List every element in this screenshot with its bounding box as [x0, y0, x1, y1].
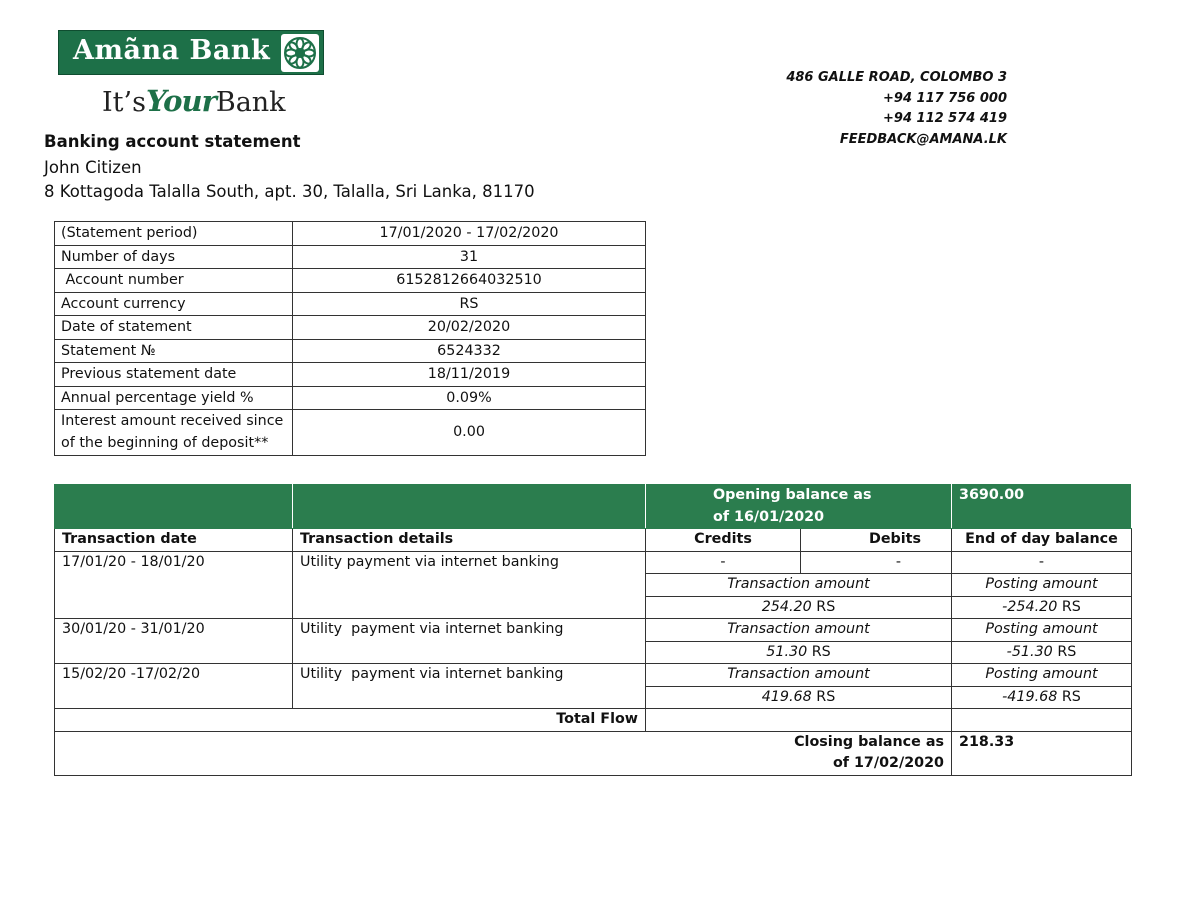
posting-amount — [952, 596, 1132, 619]
bank-contact-block — [786, 68, 1007, 150]
bank-name: Amãna Bank — [73, 35, 271, 66]
bank-phone-1: +94 117 756 000 — [883, 90, 1007, 106]
transaction-amount — [646, 596, 952, 619]
transaction-amount — [646, 686, 952, 709]
info-row — [55, 222, 646, 246]
info-value: 0.09% — [293, 386, 646, 410]
info-row — [55, 386, 646, 410]
opening-balance-label: Opening balance as of 16/01/2020 — [646, 485, 952, 529]
info-value: 0.00 — [293, 410, 646, 456]
transaction-date: 15/02/20 -17/02/20 — [55, 664, 293, 709]
transaction-date: 17/01/20 - 18/01/20 — [55, 551, 293, 619]
table-row — [55, 551, 1132, 574]
header-transaction-details: Transaction details — [293, 529, 646, 552]
header-transaction-date: Transaction date — [55, 529, 293, 552]
table-header-row — [55, 529, 1132, 552]
transaction-details: Utility payment via internet banking — [293, 551, 646, 619]
posting-value: -51.30 — [1006, 643, 1053, 660]
closing-balance-label: Closing balance as of 17/02/2020 — [55, 731, 952, 775]
bank-tagline — [102, 84, 286, 118]
credits-mark: - — [646, 551, 801, 574]
transactions-table — [54, 484, 1132, 776]
bank-logo — [58, 30, 324, 75]
header-debits: Debits — [801, 529, 952, 552]
amount-value: 51.30 — [766, 643, 808, 660]
account-info-table — [54, 221, 646, 456]
debits-mark: - — [801, 551, 952, 574]
posting-amount-label: Posting amount — [952, 664, 1132, 687]
info-label: Interest amount received since of the beginning of deposit** — [55, 410, 293, 456]
transaction-details: Utility payment via internet banking — [293, 619, 646, 664]
bank-address: 486 GALLE ROAD, COLOMBO 3 — [786, 70, 1007, 85]
info-row — [55, 410, 646, 456]
transaction-amount-label: Transaction amount — [646, 664, 952, 687]
posting-value: -419.68 — [1002, 688, 1058, 705]
transaction-amount-label: Transaction amount — [646, 619, 952, 642]
info-value: 6152812664032510 — [293, 269, 646, 293]
info-value: 20/02/2020 — [293, 316, 646, 340]
info-label: Date of statement — [55, 316, 293, 340]
opening-balance-value: 3690.00 — [952, 485, 1132, 529]
amount-currency: RS — [816, 598, 836, 615]
posting-amount — [952, 686, 1132, 709]
info-label: Account currency — [55, 292, 293, 316]
info-row — [55, 292, 646, 316]
posting-value: -254.20 — [1002, 598, 1058, 615]
info-label: Account number — [55, 269, 293, 293]
total-flow-label: Total Flow — [55, 709, 646, 732]
posting-currency: RS — [1057, 643, 1077, 660]
posting-currency: RS — [1061, 598, 1081, 615]
eod-mark: - — [952, 551, 1132, 574]
info-row — [55, 269, 646, 293]
header-end-of-day-balance: End of day balance — [952, 529, 1132, 552]
customer-address: 8 Kottagoda Talalla South, apt. 30, Talalla, Sri Lanka, 81170 — [44, 182, 535, 201]
table-row — [55, 664, 1132, 687]
tagline-post: Bank — [215, 87, 286, 118]
posting-amount-label: Posting amount — [952, 619, 1132, 642]
info-value: 18/11/2019 — [293, 363, 646, 387]
opening-balance-row — [55, 485, 1132, 529]
tagline-pre: It’s — [102, 87, 146, 118]
posting-currency: RS — [1061, 688, 1081, 705]
amount-value: 419.68 — [761, 688, 812, 705]
info-row — [55, 316, 646, 340]
customer-name: John Citizen — [44, 158, 142, 177]
closing-balance-row — [55, 731, 1132, 775]
info-row — [55, 339, 646, 363]
info-label: Statement № — [55, 339, 293, 363]
info-value: 31 — [293, 245, 646, 269]
posting-amount — [952, 641, 1132, 664]
info-row — [55, 245, 646, 269]
info-label: Annual percentage yield % — [55, 386, 293, 410]
transaction-amount-label: Transaction amount — [646, 574, 952, 597]
info-value: 17/01/2020 - 17/02/2020 — [293, 222, 646, 246]
header-credits: Credits — [646, 529, 801, 552]
amount-value: 254.20 — [761, 598, 812, 615]
lotus-emblem-icon — [281, 34, 319, 72]
tagline-your: Your — [145, 84, 216, 118]
amount-currency: RS — [816, 688, 836, 705]
statement-title: Banking account statement — [44, 132, 301, 151]
amount-currency: RS — [811, 643, 831, 660]
info-label: Previous statement date — [55, 363, 293, 387]
transaction-amount — [646, 641, 952, 664]
info-label: Number of days — [55, 245, 293, 269]
info-label: (Statement period) — [55, 222, 293, 246]
transaction-date: 30/01/20 - 31/01/20 — [55, 619, 293, 664]
posting-amount-label: Posting amount — [952, 574, 1132, 597]
info-value: 6524332 — [293, 339, 646, 363]
total-flow-row — [55, 709, 1132, 732]
closing-balance-value: 218.33 — [952, 731, 1132, 775]
table-row — [55, 619, 1132, 642]
info-row — [55, 363, 646, 387]
transaction-details: Utility payment via internet banking — [293, 664, 646, 709]
bank-email: FEEDBACK@AMANA.LK — [839, 131, 1007, 147]
info-value: RS — [293, 292, 646, 316]
bank-phone-2: +94 112 574 419 — [883, 111, 1007, 126]
